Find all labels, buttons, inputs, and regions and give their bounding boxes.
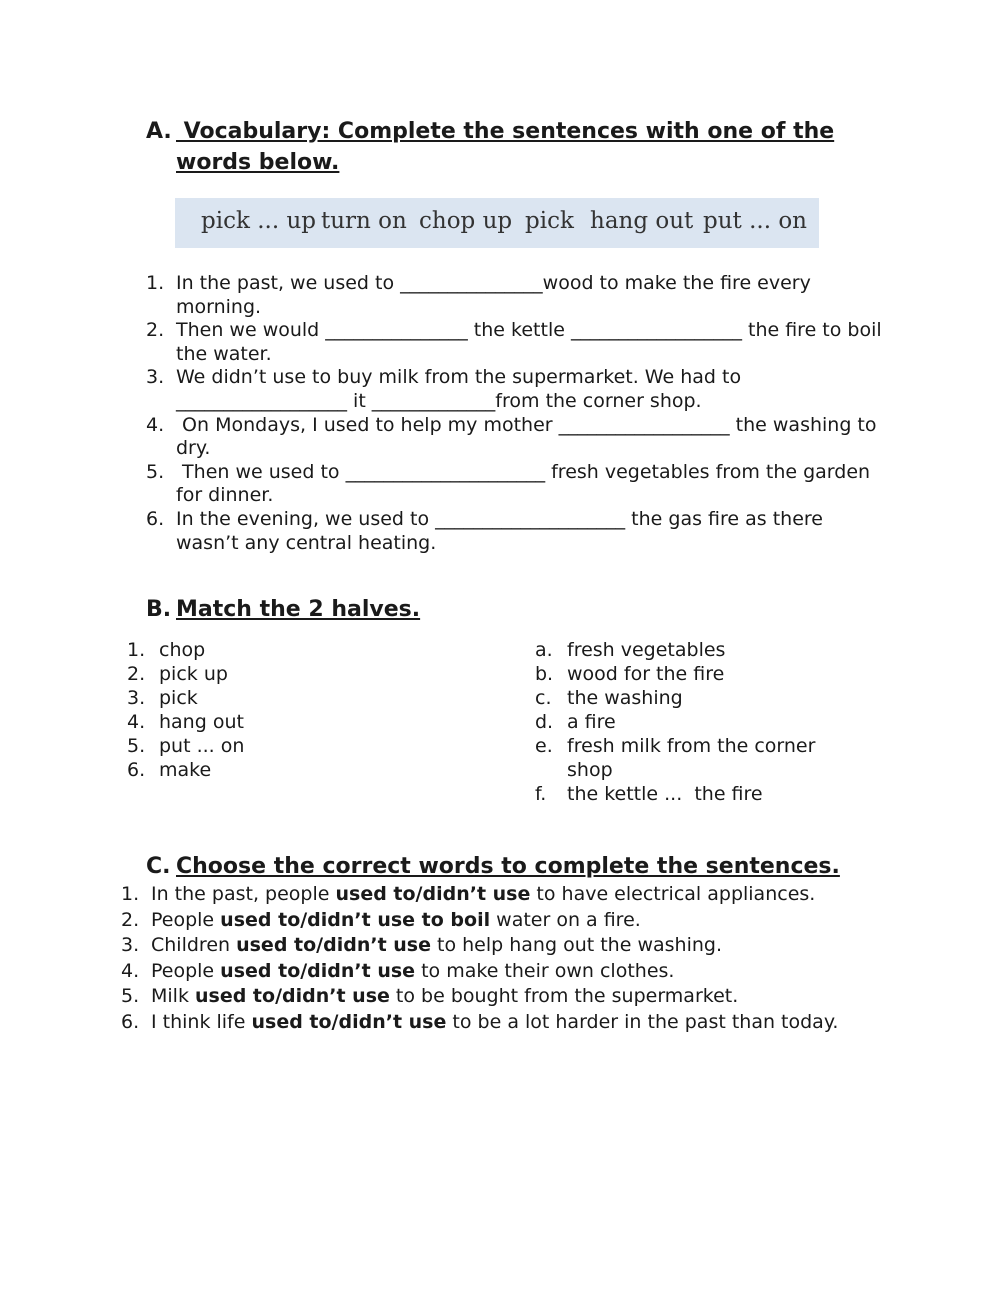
item-number: 5. <box>127 735 146 757</box>
item-choice: used to/didn’t use <box>220 959 416 982</box>
item-number: 1. <box>146 272 165 294</box>
item-choice: used to/didn’t use <box>195 985 390 1008</box>
item-letter: a. <box>535 639 553 661</box>
item-text: wood for the fire <box>567 663 725 685</box>
word-bank-item: hang out <box>590 208 694 234</box>
item-text: fresh milk from the corner shop <box>567 735 816 781</box>
item-number: 3. <box>121 934 140 957</box>
list-item <box>535 734 855 782</box>
list-item <box>535 662 855 686</box>
item-text-post: to make their own clothes. <box>415 959 675 982</box>
item-text: put ... on <box>159 735 245 757</box>
word-bank-item: put ... on <box>703 208 807 234</box>
item-choice: used to/didn’t use to boil <box>220 908 491 931</box>
item-letter: f. <box>535 783 547 805</box>
item-number: 2. <box>146 319 165 342</box>
item-letter: e. <box>535 735 553 757</box>
item-text-pre: Children <box>151 934 237 957</box>
section-c-title: Choose the correct words to complete the sentences. <box>176 854 840 879</box>
section-a-title-line1: Vocabulary: Complete the sentences with one of the <box>176 119 835 144</box>
word-bank-item: chop up <box>419 208 513 234</box>
list-item <box>535 686 855 710</box>
list-item <box>121 933 921 959</box>
list-item <box>121 1010 921 1036</box>
item-text-post: to be bought from the supermarket. <box>389 985 739 1008</box>
list-item <box>127 758 427 782</box>
item-text-pre: I think life <box>151 1010 252 1033</box>
item-number: 5. <box>121 985 140 1008</box>
item-text-pre: People <box>151 959 221 982</box>
item-number: 4. <box>146 413 165 436</box>
item-text: a fire <box>567 711 616 733</box>
item-text-post: to have electrical appliances. <box>530 883 816 905</box>
item-text-pre: Milk <box>151 985 195 1008</box>
section-b-title: Match the 2 halves. <box>176 597 421 622</box>
item-text: In the past, we used to _______________wood to make the fire every morning. <box>176 272 811 318</box>
item-letter: c. <box>535 687 552 709</box>
item-text: fresh vegetables <box>567 639 726 661</box>
match-left-column <box>127 638 427 782</box>
item-text: Then we used to _____________________ fresh vegetables from the garden for dinner. <box>176 460 877 507</box>
item-text: chop <box>159 639 206 661</box>
list-item <box>146 508 886 555</box>
list-item <box>146 461 886 508</box>
item-number: 6. <box>146 507 165 530</box>
item-number: 6. <box>127 759 146 781</box>
item-text-pre: In the past, people <box>151 883 336 905</box>
list-item <box>127 662 427 686</box>
item-text: the kettle ... the fire <box>567 783 763 805</box>
item-text: On Mondays, I used to help my mother __________________ the washing to dry. <box>176 413 883 460</box>
item-number: 5. <box>146 460 165 483</box>
item-number: 6. <box>121 1010 140 1033</box>
item-choice: used to/didn’t use <box>236 934 431 957</box>
list-item <box>146 272 886 319</box>
item-choice: used to/didn’t use <box>335 883 531 905</box>
section-c-letter: C. <box>146 854 171 879</box>
item-number: 4. <box>127 711 146 733</box>
word-bank <box>175 198 819 248</box>
list-item <box>127 710 427 734</box>
item-number: 3. <box>146 366 165 389</box>
item-text-post: water on a fire. <box>490 908 641 931</box>
list-item <box>535 710 855 734</box>
list-item <box>121 882 921 908</box>
list-item <box>535 638 855 662</box>
item-text: In the evening, we used to ____________________ the gas fire as there wasn’t any central heating. <box>176 507 823 554</box>
list-item <box>146 366 886 413</box>
word-bank-item: pick ... up <box>201 208 316 234</box>
section-a-title-line2: words below. <box>176 150 340 175</box>
word-bank-item: turn on <box>321 208 407 234</box>
match-right-column <box>535 638 855 806</box>
list-item <box>127 638 427 662</box>
item-choice: used to/didn’t use <box>251 1010 447 1033</box>
section-b-heading <box>146 595 746 627</box>
section-a-letter: A. <box>146 119 172 144</box>
item-number: 3. <box>127 687 146 709</box>
list-item <box>127 686 427 710</box>
section-b-letter: B. <box>146 597 172 622</box>
item-text: make <box>159 759 212 781</box>
item-text-post: to be a lot harder in the past than today. <box>446 1010 839 1033</box>
item-text: We didn’t use to buy milk from the supermarket. We had to __________________ it _____________from the corner shop. <box>176 366 742 412</box>
list-item <box>146 319 886 366</box>
item-text: pick up <box>159 663 228 685</box>
item-text: pick <box>159 687 198 709</box>
item-text-post: to help hang out the washing. <box>430 934 722 957</box>
item-letter: d. <box>535 711 554 733</box>
list-item <box>146 414 886 461</box>
item-number: 2. <box>127 663 146 685</box>
word-bank-item: pick <box>525 208 574 234</box>
item-text-pre: People <box>151 908 221 931</box>
item-number: 1. <box>121 883 140 905</box>
section-c-heading <box>146 852 906 884</box>
list-item <box>121 984 921 1010</box>
item-text: Then we would _______________ the kettle __________________ the fire to boil the water. <box>176 319 882 365</box>
item-number: 4. <box>121 959 140 982</box>
list-item <box>535 782 855 806</box>
section-a-heading <box>146 117 906 179</box>
list-item <box>127 734 427 758</box>
item-number: 2. <box>121 908 140 931</box>
item-letter: b. <box>535 663 554 685</box>
item-number: 1. <box>127 639 146 661</box>
section-c-list <box>121 882 921 1036</box>
section-a-list <box>146 272 886 555</box>
item-text: hang out <box>159 711 244 733</box>
list-item <box>121 959 921 985</box>
item-text: the washing <box>567 687 683 709</box>
list-item <box>121 908 921 934</box>
